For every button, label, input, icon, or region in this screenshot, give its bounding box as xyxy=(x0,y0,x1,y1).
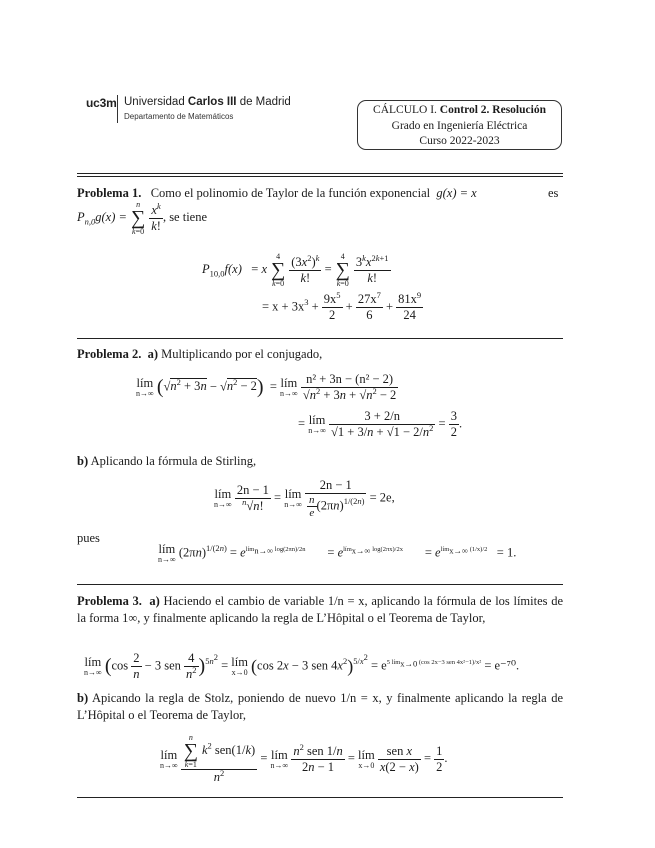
stolz-limit: lím n→∞ n ∑ k=1 $k^2$ sen(1/k) $n^2$ = lím n→∞ $\frac{n^2 sen 1/n}{2n - 1}$ = lím x→0 $\frac{\text{sen x}}{x(2 - x)}$ = $\frac{1}{2}$ . xyxy=(160,733,448,784)
limit-conjugate-line2: = lím n→∞ $\frac{3 + 2/n}{√1 + 3/n + √1 - 2/n^2}$ = $\frac{3}{2}$ . xyxy=(298,409,463,439)
course-year: Curso 2022-2023 xyxy=(419,135,500,147)
problem-2-a-intro: Problema 2. a) Multiplicando por el conjugado, xyxy=(77,347,323,361)
problem-1-intro: Problema 1. Como el polinomio de Taylor de la función exponencial g(x) = x xyxy=(77,186,477,200)
rule-p1-p2 xyxy=(77,338,563,339)
pues-limit: lím n→∞ $(2\pi n)^{1/(2n)} = e^{lím_{n\to\infty} log(2\pi n)/2n}$ = $e^{lím_{x\to\infty} log(2\pi x)/2x}$ = $e^{lím_{x\to\infty} (1/x)/2}$ = 1. xyxy=(158,542,517,564)
header-rule-1 xyxy=(77,173,563,174)
pues-text: pues xyxy=(77,531,100,545)
course-title: CÁLCULO I. Control 2. Resolución xyxy=(373,104,546,116)
uc3m-logo-mark: uc3m xyxy=(86,96,117,110)
taylor-polynomial-def: $P_{n,0}g(x)$ = n ∑ k=0 $\frac{x^k}{k!}$ , se tiene xyxy=(77,200,208,236)
limit-1-infinity: lím n→∞ (cos $\frac{2}{n}$ − 3 sen $\frac{4}{n^2}$ )$^{5n^2}$ = lím x→0 (cos 2x − 3 sen $4x^2)^{5/x^2} = e^{5 lím_{x\to 0} (cos 2x-3 sen 4x^2-1)/x^2} = e^{-70}$. xyxy=(84,651,520,681)
problem-3-a-intro: Problema 3. a) Haciendo el cambio de variable 1/n = x, aplicando la fórmula de los límites de la forma 1∞, y finalmente aplicando la regla de L’Hôpital o el Teorema de Taylor, xyxy=(77,594,564,625)
header-rule-2 xyxy=(77,176,563,177)
problem-2-b-intro: b) Aplicando la fórmula de Stirling, xyxy=(77,454,257,468)
stirling-limit: lím n→∞ $\frac{2n - 1}{^n√n!}$ = lím n→∞ 2n − 1 $\frac{n}{e}$ $(2\pi n)^{1/(2n)}$ = 2e, xyxy=(214,478,395,519)
problem-3-b-intro: b) Apicando la regla de Stolz, poniendo de nuevo 1/n = x, y finalmente aplicando la regla de L’Hôpital o el Teorema de Taylor, xyxy=(77,691,563,722)
course-header-box xyxy=(357,100,562,150)
department-name: Departamento de Matemáticos xyxy=(124,112,234,121)
problem-1-es: es xyxy=(548,186,559,200)
course-degree: Grado en Ingeniería Eléctrica xyxy=(391,119,528,132)
limit-conjugate-line1: lím n→∞ $(√n^2 + 3n - √n^2 - 2)$ = lím n→∞ $\frac{\text{n² + 3n − (n² − 2)}}{√n^2 + 3n + √n^2 - 2}$ xyxy=(136,372,397,402)
university-name: Universidad Carlos III de Madrid xyxy=(124,96,291,108)
rule-p2-p3 xyxy=(77,584,563,585)
logo-separator xyxy=(117,95,118,123)
taylor-p10-line2: = $x + 3x^3$ + $\frac{9x^5}{2}$ + $\frac{27x^7}{6}$ + $\frac{81x^9}{24}$ xyxy=(262,289,422,322)
rule-end xyxy=(77,797,563,798)
taylor-p10-line1: $P_{10,0}f(x) = x$ 4 ∑ k=0 $\frac{(3x^2)^k}{k!}$ = 4 ∑ k=0 $\frac{3^kx^{2k+1}}{k!}$ xyxy=(202,252,389,288)
